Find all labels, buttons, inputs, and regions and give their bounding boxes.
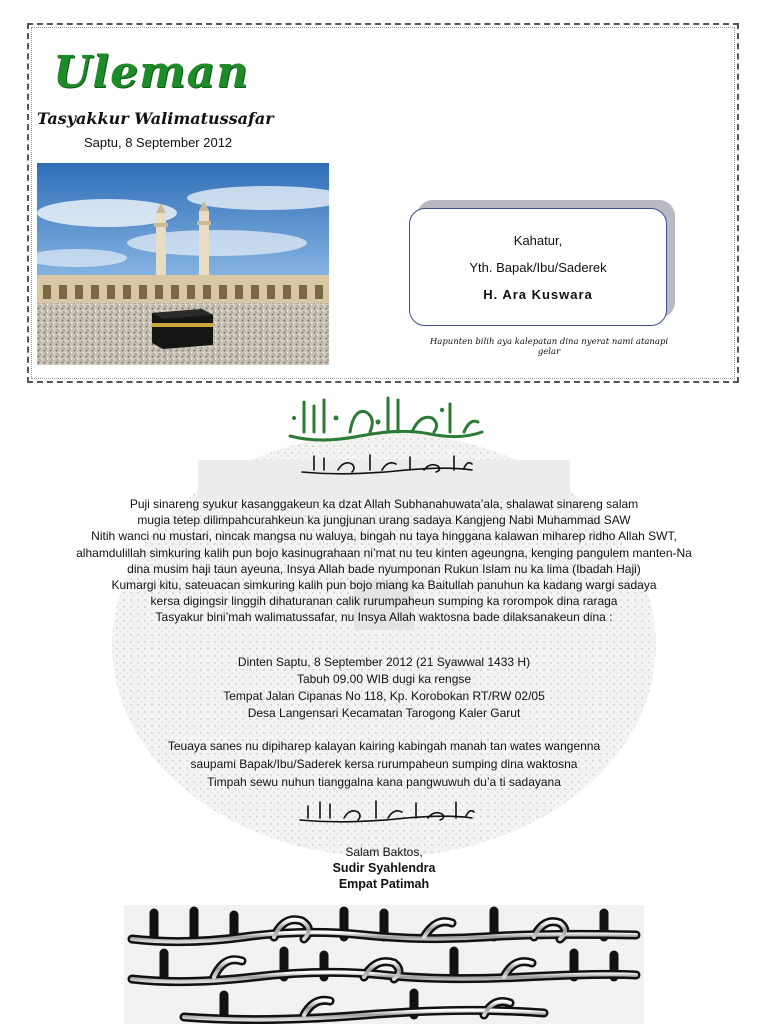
address-recipient-name: H. Ara Kuswara [483, 287, 593, 302]
paragraph-line: mugia tetep dilimpahcurahkeun ka jungjunan urang sadaya Kangjeng Nabi Muhammad SAW [137, 513, 631, 528]
paragraph-line: Kumargi kitu, sateuacan simkuring kalih pun bojo miang ka Baitullah panuhun ka kadang wargi sadaya [111, 578, 657, 593]
paragraph-line: Tasyakur bini’mah walimatussafar, nu Insya Allah waktosna bade dilaksanakeun dina : [155, 610, 613, 625]
paragraph-line: kersa digingsir linggih dihaturanan calik rurumpaheun sumping ka rorompok dina raraga [150, 594, 618, 609]
event-details [60, 654, 708, 722]
paragraph-line: Nitih wanci nu mustari, nincak mangsa nu waluya, bingah nu taya hinggana kalawan miharep ridho Allah SWT, [91, 529, 677, 544]
paragraph-line: Puji sinareng syukur kasanggakeun ka dzat Allah Subhanahuwata’ala, shalawat sinareng salam [129, 497, 639, 511]
invitation-card [27, 23, 739, 383]
paragraph-line: alhamdulillah simkuring kalih pun bojo kasinugrahaan ni’mat nu teu kinten ageungna, kenging pangulem manten-Na [76, 545, 692, 560]
closing-paragraph [60, 737, 708, 791]
event-time: Tabuh 09.00 WIB dugi ka rengse [296, 672, 472, 686]
letter-paragraph [60, 496, 708, 626]
invitation-title: Uleman [53, 47, 250, 98]
address-recipient-line: Yth. Bapak/Ibu/Saderek [469, 260, 607, 275]
signer-name-1: Sudir Syahlendra [332, 861, 436, 875]
closing-line: Teuaya sanes nu dipiharep kalayan kairing kabingah manah tan wates wangenna [167, 739, 601, 753]
address-box [409, 208, 667, 326]
event-village: Desa Langensari Kecamatan Tarogong Kaler Garut [247, 706, 521, 720]
paragraph-line: dina musim haji taun ayeuna, Insya Allah bade nyumponan Rukun Islam nu ka lima (Ibadah Haji) [127, 561, 641, 576]
invitation-subtitle: Tasyakkur Walimatussafar [37, 109, 274, 128]
invitation-date: Saptu, 8 September 2012 [84, 135, 233, 150]
signer-name-2: Empat Patimah [338, 877, 430, 891]
salam-calligraphy-top [296, 450, 476, 478]
bismillah-calligraphy [280, 388, 490, 450]
signoff: Salam Baktos, [345, 845, 423, 859]
closing-line: Timpah sewu nuhun tianggalna kana pangwuwuh du’a ti sadayana [207, 775, 561, 789]
event-date: Dinten Saptu, 8 September 2012 (21 Syawwal 1433 H) [237, 655, 531, 669]
signature-block [60, 844, 708, 892]
talbiyah-calligraphy [124, 905, 644, 1024]
address-greeting: Kahatur, [513, 233, 563, 248]
closing-line: saupami Bapak/Ibu/Saderek kersa rurumpaheun sumping dina waktosna [190, 757, 578, 771]
apology-note: Hapunten bilih aya kalepatan dina nyerat nami atanapi gelar [429, 337, 669, 357]
salam-calligraphy-bottom [296, 796, 476, 826]
event-place: Tempat Jalan Cipanas No 118, Kp. Korobokan RT/RW 02/05 [223, 689, 545, 703]
kaaba-photo [37, 163, 329, 365]
